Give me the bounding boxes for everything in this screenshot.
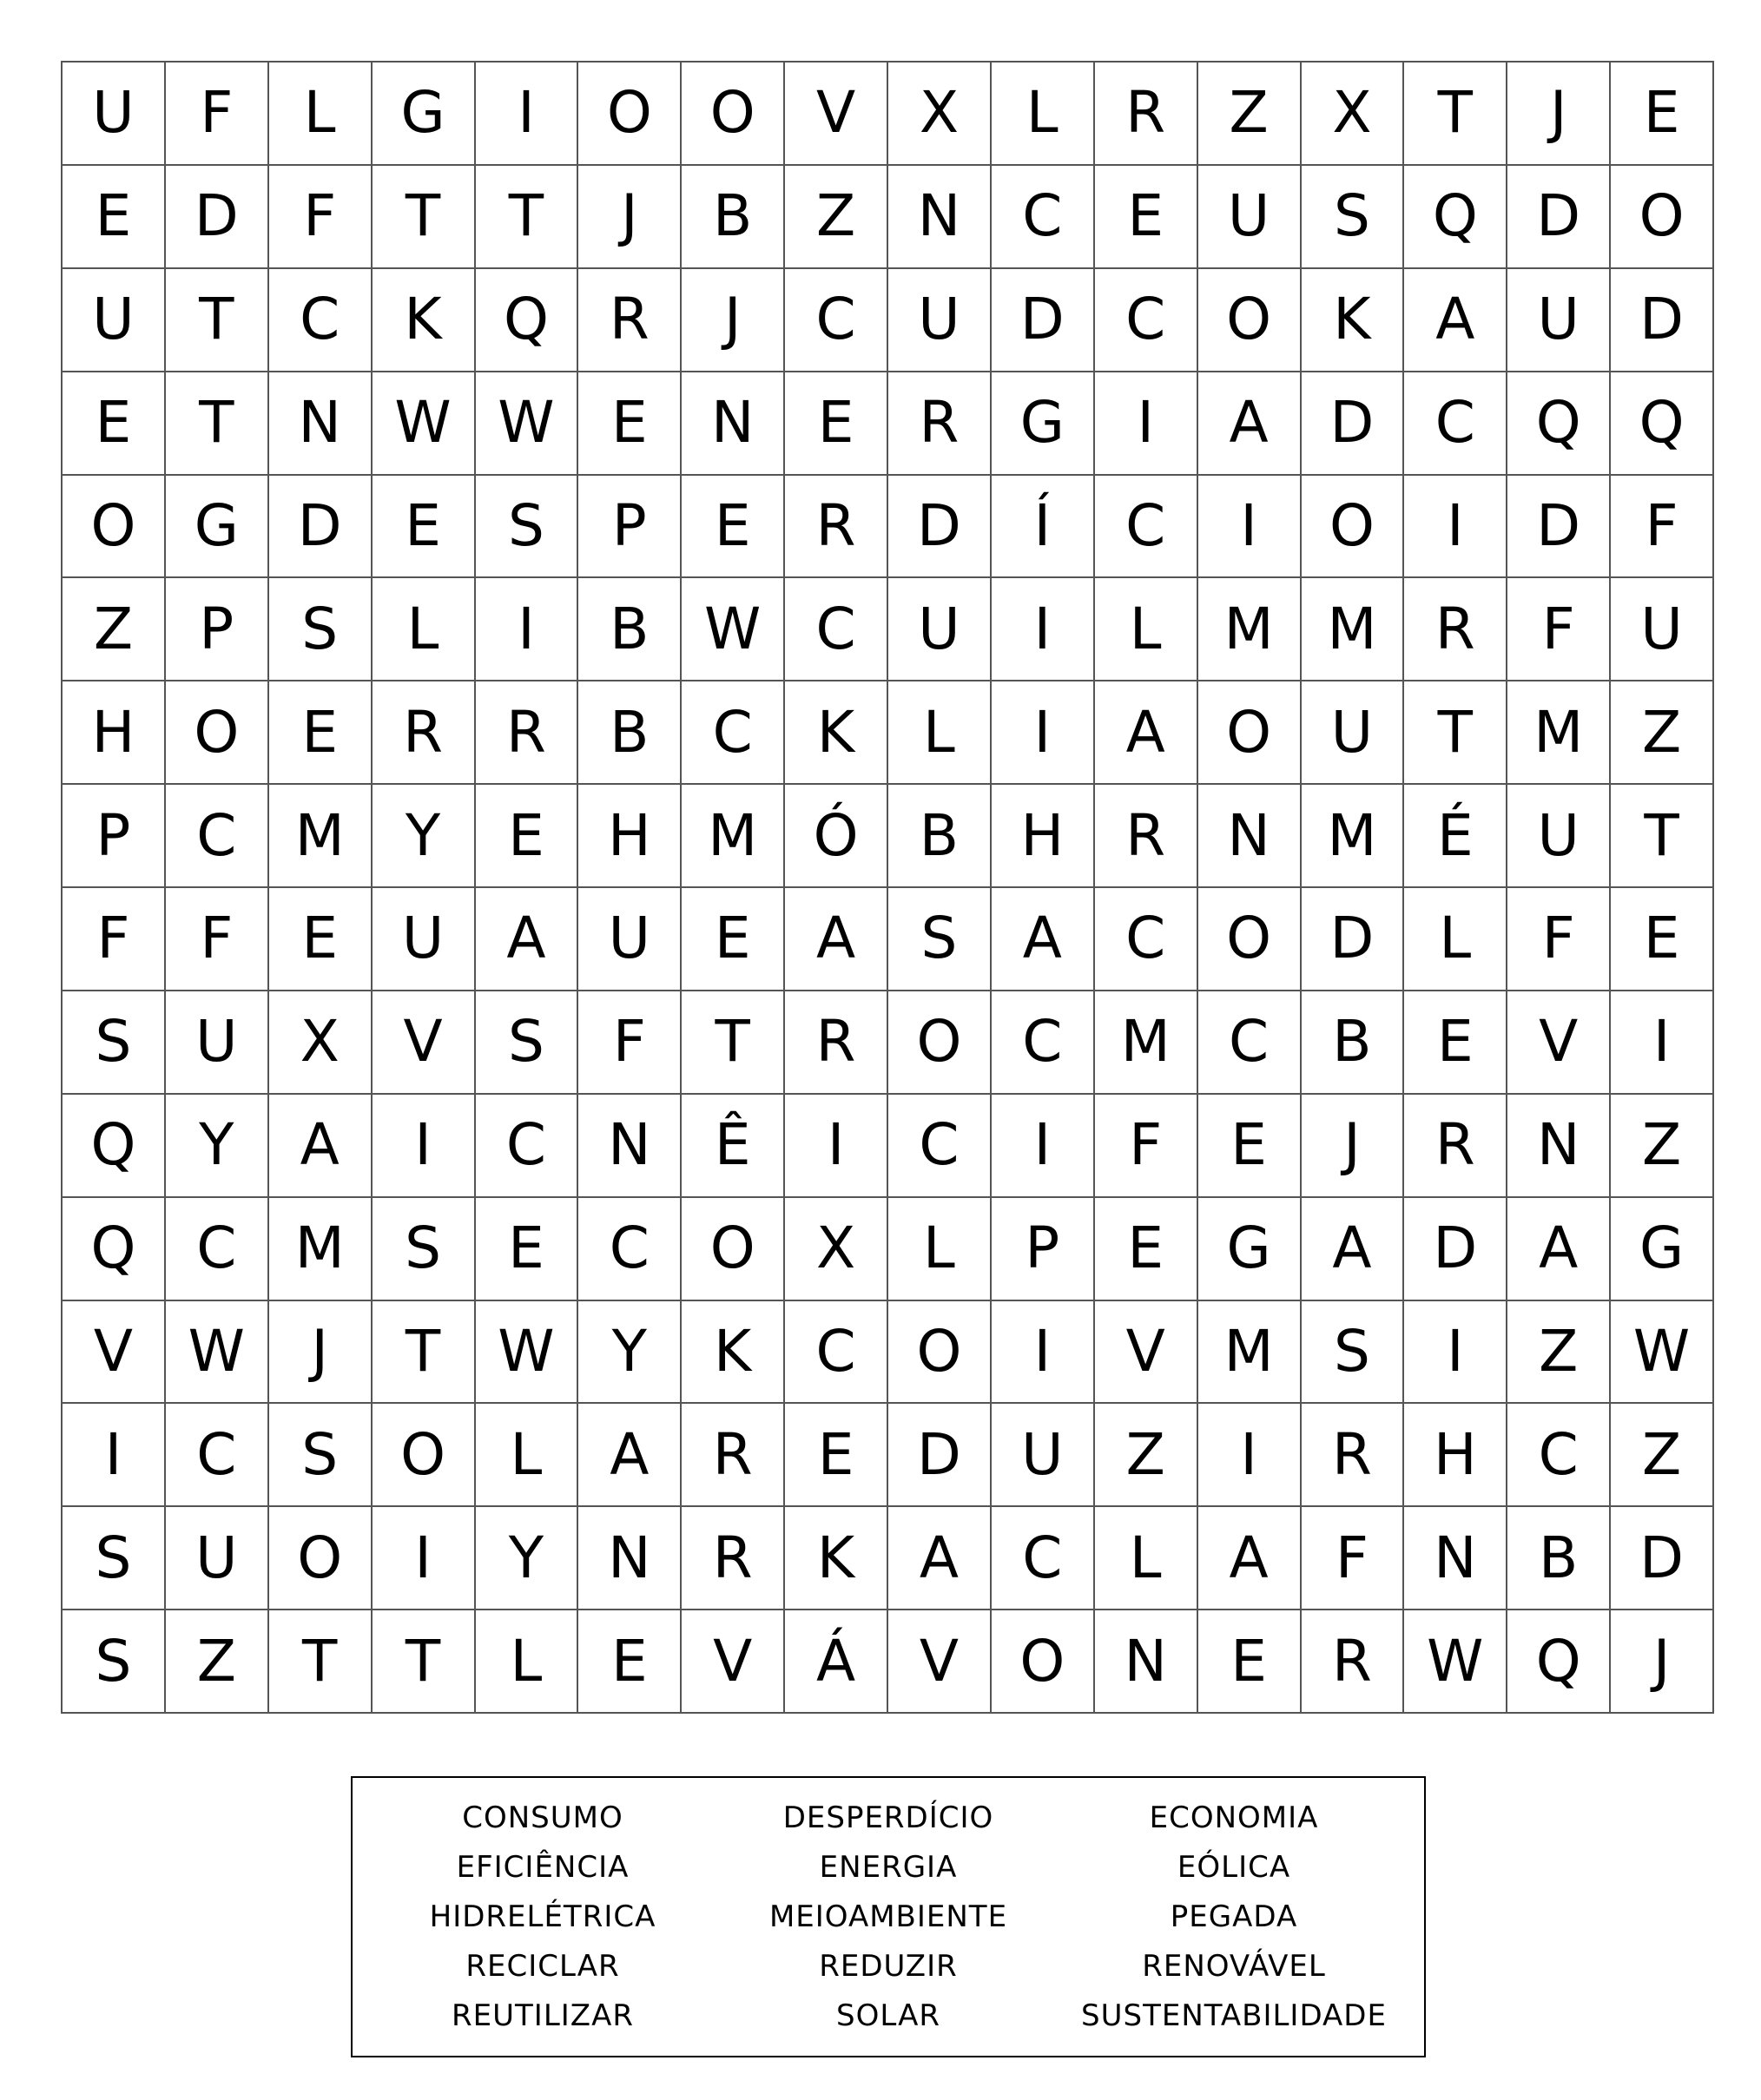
- grid-cell[interactable]: C: [166, 785, 269, 888]
- grid-cell[interactable]: Q: [63, 1095, 166, 1198]
- grid-cell[interactable]: W: [1611, 1301, 1714, 1405]
- grid-cell[interactable]: C: [785, 269, 888, 372]
- grid-cell[interactable]: E: [63, 372, 166, 476]
- grid-cell[interactable]: K: [682, 1301, 785, 1405]
- grid-cell[interactable]: C: [1095, 476, 1198, 579]
- grid-cell[interactable]: Ó: [785, 785, 888, 888]
- grid-cell[interactable]: E: [63, 166, 166, 269]
- grid-cell[interactable]: V: [682, 1610, 785, 1714]
- grid-cell[interactable]: A: [1302, 1198, 1405, 1301]
- grid-cell[interactable]: J: [1302, 1095, 1405, 1198]
- grid-cell[interactable]: F: [578, 991, 682, 1095]
- grid-cell[interactable]: M: [1302, 785, 1405, 888]
- grid-cell[interactable]: S: [1302, 1301, 1405, 1405]
- grid-cell[interactable]: L: [269, 63, 373, 166]
- grid-cell[interactable]: J: [1507, 63, 1611, 166]
- grid-cell[interactable]: U: [888, 269, 992, 372]
- word-list-item: MEIOAMBIENTE: [768, 1899, 1008, 1934]
- grid-cell[interactable]: V: [888, 1610, 992, 1714]
- grid-cell[interactable]: F: [166, 888, 269, 991]
- word-list-item: REUTILIZAR: [452, 1998, 634, 2033]
- grid-cell[interactable]: F: [166, 63, 269, 166]
- grid-cell[interactable]: X: [1302, 63, 1405, 166]
- grid-cell[interactable]: N: [682, 372, 785, 476]
- grid-cell[interactable]: C: [269, 269, 373, 372]
- grid-cell[interactable]: F: [1302, 1507, 1405, 1610]
- word-list-item: RECICLAR: [465, 1948, 620, 1984]
- grid-cell[interactable]: N: [888, 166, 992, 269]
- grid-cell[interactable]: L: [1404, 888, 1507, 991]
- grid-cell[interactable]: K: [1302, 269, 1405, 372]
- grid-cell[interactable]: X: [785, 1198, 888, 1301]
- grid-cell[interactable]: O: [1198, 269, 1302, 372]
- grid-cell[interactable]: U: [1302, 681, 1405, 785]
- grid-cell[interactable]: C: [992, 1507, 1095, 1610]
- grid-cell[interactable]: Q: [1507, 372, 1611, 476]
- grid-cell[interactable]: Z: [785, 166, 888, 269]
- grid-cell[interactable]: X: [269, 991, 373, 1095]
- grid-cell[interactable]: K: [373, 269, 476, 372]
- grid-cell[interactable]: C: [682, 681, 785, 785]
- grid-cell[interactable]: I: [373, 1507, 476, 1610]
- grid-cell[interactable]: M: [1198, 578, 1302, 681]
- grid-cell[interactable]: W: [1404, 1610, 1507, 1714]
- grid-cell[interactable]: S: [63, 991, 166, 1095]
- grid-cell[interactable]: M: [269, 785, 373, 888]
- grid-cell[interactable]: E: [578, 372, 682, 476]
- grid-cell[interactable]: O: [373, 1404, 476, 1507]
- grid-cell[interactable]: Y: [373, 785, 476, 888]
- grid-cell[interactable]: Y: [476, 1507, 579, 1610]
- grid-cell[interactable]: E: [1095, 166, 1198, 269]
- word-list-item: REDUZIR: [819, 1948, 958, 1984]
- grid-cell[interactable]: U: [1198, 166, 1302, 269]
- grid-cell[interactable]: I: [785, 1095, 888, 1198]
- grid-cell[interactable]: A: [1507, 1198, 1611, 1301]
- grid-cell[interactable]: O: [682, 1198, 785, 1301]
- grid-cell[interactable]: D: [269, 476, 373, 579]
- grid-cell[interactable]: T: [166, 372, 269, 476]
- grid-cell[interactable]: A: [1095, 681, 1198, 785]
- grid-cell[interactable]: Z: [166, 1610, 269, 1714]
- grid-cell[interactable]: E: [1198, 1095, 1302, 1198]
- grid-cell[interactable]: Q: [476, 269, 579, 372]
- grid-cell[interactable]: W: [373, 372, 476, 476]
- grid-cell[interactable]: L: [1095, 1507, 1198, 1610]
- grid-cell[interactable]: T: [1404, 63, 1507, 166]
- grid-cell[interactable]: Z: [63, 578, 166, 681]
- grid-cell[interactable]: U: [1507, 785, 1611, 888]
- grid-cell[interactable]: K: [785, 681, 888, 785]
- grid-cell[interactable]: R: [785, 476, 888, 579]
- grid-cell[interactable]: I: [992, 578, 1095, 681]
- grid-cell[interactable]: C: [166, 1404, 269, 1507]
- grid-cell[interactable]: B: [888, 785, 992, 888]
- grid-cell[interactable]: H: [1404, 1404, 1507, 1507]
- grid-cell[interactable]: P: [63, 785, 166, 888]
- grid-cell[interactable]: R: [888, 372, 992, 476]
- grid-cell[interactable]: R: [1095, 785, 1198, 888]
- grid-cell[interactable]: Z: [1507, 1301, 1611, 1405]
- grid-cell[interactable]: F: [1507, 888, 1611, 991]
- grid-cell[interactable]: O: [269, 1507, 373, 1610]
- grid-cell[interactable]: E: [1404, 991, 1507, 1095]
- grid-cell[interactable]: D: [1404, 1198, 1507, 1301]
- grid-cell[interactable]: D: [1611, 1507, 1714, 1610]
- word-list-box: [351, 1776, 1426, 2057]
- grid-cell[interactable]: C: [785, 578, 888, 681]
- grid-cell[interactable]: Í: [992, 476, 1095, 579]
- grid-cell[interactable]: A: [1198, 372, 1302, 476]
- grid-cell[interactable]: V: [785, 63, 888, 166]
- grid-cell[interactable]: F: [1611, 476, 1714, 579]
- grid-cell[interactable]: P: [992, 1198, 1095, 1301]
- grid-cell[interactable]: A: [1404, 269, 1507, 372]
- grid-cell[interactable]: Q: [63, 1198, 166, 1301]
- grid-cell[interactable]: T: [1611, 785, 1714, 888]
- grid-cell[interactable]: F: [63, 888, 166, 991]
- grid-cell[interactable]: O: [888, 1301, 992, 1405]
- grid-cell[interactable]: E: [578, 1610, 682, 1714]
- grid-cell[interactable]: M: [1507, 681, 1611, 785]
- grid-cell[interactable]: R: [1404, 1095, 1507, 1198]
- grid-cell[interactable]: N: [1404, 1507, 1507, 1610]
- grid-cell[interactable]: N: [269, 372, 373, 476]
- grid-cell[interactable]: W: [476, 372, 579, 476]
- grid-cell[interactable]: C: [578, 1198, 682, 1301]
- grid-cell[interactable]: Q: [1404, 166, 1507, 269]
- grid-cell[interactable]: G: [992, 372, 1095, 476]
- grid-cell[interactable]: É: [1404, 785, 1507, 888]
- word-list-item: EÓLICA: [1177, 1850, 1291, 1886]
- grid-cell[interactable]: D: [1507, 166, 1611, 269]
- grid-cell[interactable]: U: [1507, 269, 1611, 372]
- grid-cell[interactable]: Z: [1611, 681, 1714, 785]
- grid-cell[interactable]: O: [1198, 888, 1302, 991]
- grid-cell[interactable]: L: [476, 1404, 579, 1507]
- grid-cell[interactable]: E: [1611, 63, 1714, 166]
- grid-cell[interactable]: N: [578, 1507, 682, 1610]
- grid-cell[interactable]: M: [682, 785, 785, 888]
- grid-cell[interactable]: T: [166, 269, 269, 372]
- grid-cell[interactable]: T: [1404, 681, 1507, 785]
- word-list-item: CONSUMO: [462, 1800, 623, 1836]
- grid-cell[interactable]: R: [578, 269, 682, 372]
- grid-cell[interactable]: C: [476, 1095, 579, 1198]
- grid-cell[interactable]: L: [373, 578, 476, 681]
- grid-cell[interactable]: R: [1095, 63, 1198, 166]
- grid-cell[interactable]: U: [166, 991, 269, 1095]
- grid-cell[interactable]: G: [166, 476, 269, 579]
- grid-cell[interactable]: Ê: [682, 1095, 785, 1198]
- grid-cell[interactable]: U: [578, 888, 682, 991]
- grid-cell[interactable]: O: [992, 1610, 1095, 1714]
- word-list-item: HIDRELÉTRICA: [429, 1899, 656, 1934]
- grid-cell[interactable]: N: [1507, 1095, 1611, 1198]
- grid-cell[interactable]: C: [1095, 888, 1198, 991]
- grid-cell[interactable]: W: [476, 1301, 579, 1405]
- word-list-item: SUSTENTABILIDADE: [1081, 1998, 1387, 2033]
- grid-cell[interactable]: Z: [1611, 1404, 1714, 1507]
- word-list-item: SOLAR: [836, 1998, 940, 2033]
- grid-cell[interactable]: V: [63, 1301, 166, 1405]
- grid-cell[interactable]: M: [1095, 991, 1198, 1095]
- grid-cell[interactable]: I: [1404, 1301, 1507, 1405]
- grid-cell[interactable]: I: [373, 1095, 476, 1198]
- grid-cell[interactable]: S: [63, 1507, 166, 1610]
- grid-cell[interactable]: T: [682, 991, 785, 1095]
- grid-cell[interactable]: C: [166, 1198, 269, 1301]
- grid-cell[interactable]: B: [578, 578, 682, 681]
- grid-cell[interactable]: D: [888, 1404, 992, 1507]
- grid-cell[interactable]: O: [578, 63, 682, 166]
- grid-cell[interactable]: C: [1198, 991, 1302, 1095]
- grid-cell[interactable]: R: [1302, 1404, 1405, 1507]
- grid-cell[interactable]: E: [785, 372, 888, 476]
- grid-cell[interactable]: J: [1611, 1610, 1714, 1714]
- grid-cell[interactable]: D: [1507, 476, 1611, 579]
- grid-cell[interactable]: E: [1198, 1610, 1302, 1714]
- grid-cell[interactable]: A: [992, 888, 1095, 991]
- grid-cell[interactable]: Y: [166, 1095, 269, 1198]
- grid-cell[interactable]: T: [373, 1301, 476, 1405]
- grid-cell[interactable]: A: [269, 1095, 373, 1198]
- word-list-item: EFICIÊNCIA: [456, 1850, 630, 1886]
- grid-cell[interactable]: B: [1507, 1507, 1611, 1610]
- grid-cell[interactable]: I: [1095, 372, 1198, 476]
- grid-cell[interactable]: T: [269, 1610, 373, 1714]
- grid-cell[interactable]: S: [269, 1404, 373, 1507]
- grid-cell[interactable]: W: [682, 578, 785, 681]
- grid-cell[interactable]: S: [269, 578, 373, 681]
- grid-cell[interactable]: H: [992, 785, 1095, 888]
- grid-cell[interactable]: C: [1095, 269, 1198, 372]
- grid-cell[interactable]: G: [373, 63, 476, 166]
- grid-cell[interactable]: C: [992, 166, 1095, 269]
- grid-cell[interactable]: D: [166, 166, 269, 269]
- grid-cell[interactable]: P: [166, 578, 269, 681]
- grid-cell[interactable]: A: [578, 1404, 682, 1507]
- grid-cell[interactable]: W: [166, 1301, 269, 1405]
- grid-cell[interactable]: E: [476, 785, 579, 888]
- grid-cell[interactable]: M: [269, 1198, 373, 1301]
- grid-cell[interactable]: B: [682, 166, 785, 269]
- grid-cell[interactable]: O: [1302, 476, 1405, 579]
- grid-cell[interactable]: O: [63, 476, 166, 579]
- grid-cell[interactable]: L: [992, 63, 1095, 166]
- grid-cell[interactable]: I: [476, 63, 579, 166]
- grid-cell[interactable]: O: [1611, 166, 1714, 269]
- grid-cell[interactable]: E: [1095, 1198, 1198, 1301]
- grid-cell[interactable]: G: [1198, 1198, 1302, 1301]
- grid-cell[interactable]: C: [1404, 372, 1507, 476]
- grid-cell[interactable]: Q: [1507, 1610, 1611, 1714]
- grid-cell[interactable]: A: [888, 1507, 992, 1610]
- grid-cell[interactable]: S: [476, 991, 579, 1095]
- grid-cell[interactable]: T: [373, 166, 476, 269]
- grid-cell[interactable]: D: [888, 476, 992, 579]
- grid-cell[interactable]: R: [1302, 1610, 1405, 1714]
- grid-cell[interactable]: E: [373, 476, 476, 579]
- grid-cell[interactable]: Z: [1198, 63, 1302, 166]
- grid-cell[interactable]: L: [1095, 578, 1198, 681]
- grid-cell[interactable]: F: [1095, 1095, 1198, 1198]
- grid-cell[interactable]: Z: [1611, 1095, 1714, 1198]
- grid-cell[interactable]: S: [888, 888, 992, 991]
- grid-cell[interactable]: D: [1611, 269, 1714, 372]
- grid-cell[interactable]: A: [476, 888, 579, 991]
- grid-cell[interactable]: U: [992, 1404, 1095, 1507]
- word-list-item: ECONOMIA: [1149, 1800, 1319, 1836]
- grid-cell[interactable]: S: [1302, 166, 1405, 269]
- grid-cell[interactable]: J: [578, 166, 682, 269]
- grid-cell[interactable]: I: [63, 1404, 166, 1507]
- word-list-item: DESPERDÍCIO: [782, 1800, 994, 1836]
- word-search-grid: [61, 61, 1714, 1714]
- grid-cell[interactable]: U: [166, 1507, 269, 1610]
- grid-cell[interactable]: U: [63, 63, 166, 166]
- grid-cell[interactable]: C: [785, 1301, 888, 1405]
- grid-cell[interactable]: R: [785, 991, 888, 1095]
- grid-cell[interactable]: E: [1611, 888, 1714, 991]
- grid-cell[interactable]: U: [1611, 578, 1714, 681]
- grid-cell[interactable]: V: [1507, 991, 1611, 1095]
- grid-cell[interactable]: R: [476, 681, 579, 785]
- grid-cell[interactable]: T: [373, 1610, 476, 1714]
- grid-cell[interactable]: O: [1198, 681, 1302, 785]
- grid-cell[interactable]: N: [1198, 785, 1302, 888]
- grid-cell[interactable]: K: [785, 1507, 888, 1610]
- word-list-item: ENERGIA: [819, 1850, 958, 1886]
- grid-cell[interactable]: L: [888, 1198, 992, 1301]
- grid-cell[interactable]: V: [373, 991, 476, 1095]
- grid-cell[interactable]: Á: [785, 1610, 888, 1714]
- grid-cell[interactable]: J: [269, 1301, 373, 1405]
- grid-cell[interactable]: D: [1302, 372, 1405, 476]
- grid-cell[interactable]: H: [63, 681, 166, 785]
- grid-cell[interactable]: B: [1302, 991, 1405, 1095]
- grid-cell[interactable]: L: [888, 681, 992, 785]
- grid-cell[interactable]: O: [166, 681, 269, 785]
- grid-cell[interactable]: V: [1095, 1301, 1198, 1405]
- grid-cell[interactable]: E: [682, 476, 785, 579]
- grid-cell[interactable]: C: [992, 991, 1095, 1095]
- grid-cell[interactable]: I: [1198, 1404, 1302, 1507]
- grid-cell[interactable]: S: [63, 1610, 166, 1714]
- grid-cell[interactable]: E: [785, 1404, 888, 1507]
- grid-cell[interactable]: X: [888, 63, 992, 166]
- grid-cell[interactable]: A: [1198, 1507, 1302, 1610]
- grid-cell[interactable]: I: [992, 1301, 1095, 1405]
- grid-cell[interactable]: U: [63, 269, 166, 372]
- grid-cell[interactable]: Z: [1095, 1404, 1198, 1507]
- grid-cell[interactable]: D: [992, 269, 1095, 372]
- grid-cell[interactable]: I: [1611, 991, 1714, 1095]
- grid-cell[interactable]: Y: [578, 1301, 682, 1405]
- grid-cell[interactable]: R: [682, 1404, 785, 1507]
- grid-cell[interactable]: I: [992, 1095, 1095, 1198]
- grid-cell[interactable]: R: [1404, 578, 1507, 681]
- grid-cell[interactable]: G: [1611, 1198, 1714, 1301]
- grid-cell[interactable]: S: [373, 1198, 476, 1301]
- grid-cell[interactable]: E: [476, 1198, 579, 1301]
- grid-cell[interactable]: E: [269, 681, 373, 785]
- grid-cell[interactable]: U: [373, 888, 476, 991]
- grid-cell[interactable]: L: [476, 1610, 579, 1714]
- grid-cell[interactable]: I: [476, 578, 579, 681]
- grid-cell[interactable]: E: [269, 888, 373, 991]
- grid-cell[interactable]: I: [1198, 476, 1302, 579]
- grid-cell[interactable]: B: [578, 681, 682, 785]
- grid-cell[interactable]: F: [1507, 578, 1611, 681]
- word-list-item: RENOVÁVEL: [1142, 1948, 1326, 1984]
- grid-cell[interactable]: M: [1302, 578, 1405, 681]
- grid-cell[interactable]: D: [1302, 888, 1405, 991]
- grid-cell[interactable]: R: [682, 1507, 785, 1610]
- grid-cell[interactable]: O: [888, 991, 992, 1095]
- grid-cell[interactable]: N: [1095, 1610, 1198, 1714]
- grid-cell[interactable]: M: [1198, 1301, 1302, 1405]
- grid-cell[interactable]: C: [888, 1095, 992, 1198]
- grid-cell[interactable]: E: [682, 888, 785, 991]
- grid-cell[interactable]: Q: [1611, 372, 1714, 476]
- grid-cell[interactable]: N: [578, 1095, 682, 1198]
- grid-cell[interactable]: I: [992, 681, 1095, 785]
- grid-cell[interactable]: O: [682, 63, 785, 166]
- word-list-item: PEGADA: [1170, 1899, 1298, 1934]
- grid-cell[interactable]: C: [1507, 1404, 1611, 1507]
- grid-cell[interactable]: H: [578, 785, 682, 888]
- grid-cell[interactable]: F: [269, 166, 373, 269]
- grid-cell[interactable]: S: [476, 476, 579, 579]
- grid-cell[interactable]: J: [682, 269, 785, 372]
- grid-cell[interactable]: R: [373, 681, 476, 785]
- grid-cell[interactable]: P: [578, 476, 682, 579]
- grid-cell[interactable]: T: [476, 166, 579, 269]
- grid-cell[interactable]: I: [1404, 476, 1507, 579]
- grid-cell[interactable]: A: [785, 888, 888, 991]
- grid-cell[interactable]: U: [888, 578, 992, 681]
